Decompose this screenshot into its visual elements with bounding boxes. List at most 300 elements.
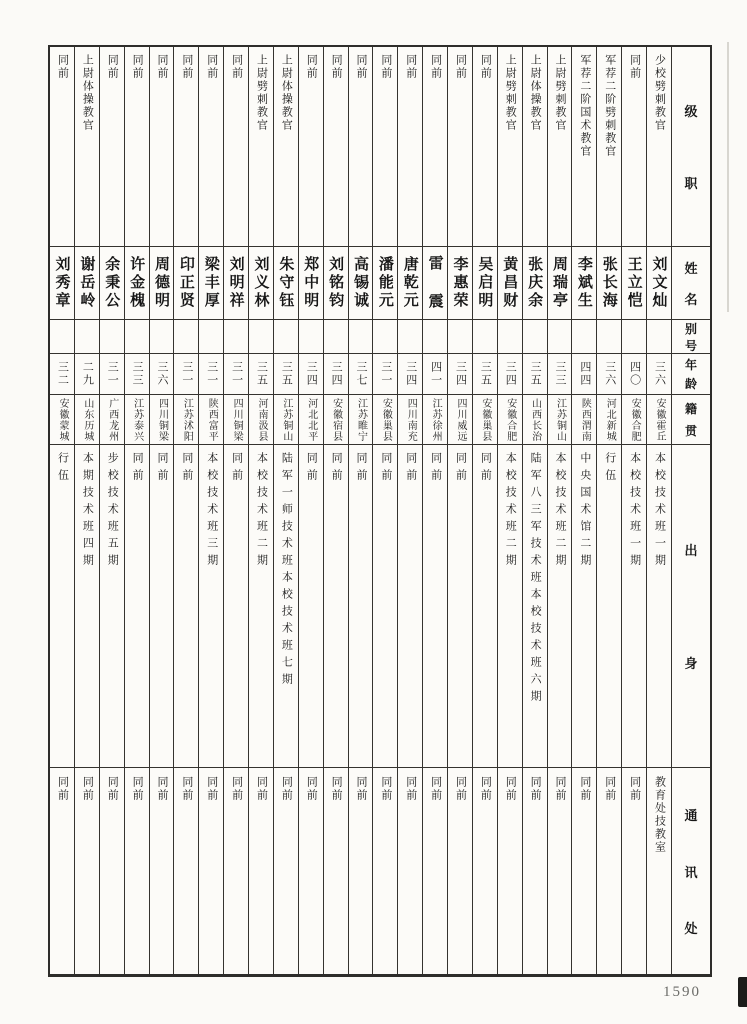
age-text: 三三 bbox=[131, 361, 144, 387]
contact-text: 同前 bbox=[354, 776, 367, 802]
alias-cell bbox=[398, 320, 422, 354]
contact-text: 同前 bbox=[81, 776, 94, 802]
name-text: 高锡诚 bbox=[351, 256, 369, 310]
person-column bbox=[523, 47, 548, 974]
contact-cell bbox=[349, 768, 373, 974]
contact-cell bbox=[622, 768, 646, 974]
rank-text: 同前 bbox=[180, 54, 193, 80]
background-text: 陆军八三军技术班本校技术班六期 bbox=[529, 452, 542, 707]
age-text: 三一 bbox=[205, 361, 218, 387]
name-text: 许金槐 bbox=[128, 256, 146, 310]
alias-cell bbox=[448, 320, 472, 354]
age-text: 三一 bbox=[379, 361, 392, 387]
rank-text: 同前 bbox=[230, 54, 243, 80]
background-text: 同前 bbox=[404, 452, 417, 486]
rank-text: 上尉劈刺教官 bbox=[504, 54, 517, 132]
rank-text: 同前 bbox=[56, 54, 69, 80]
name-cell bbox=[572, 247, 596, 320]
age-cell bbox=[274, 354, 298, 395]
rank-text: 上尉体操教官 bbox=[529, 54, 542, 132]
background-cell bbox=[398, 445, 422, 768]
background-cell bbox=[473, 445, 497, 768]
origin-cell bbox=[150, 395, 174, 445]
data-columns bbox=[50, 47, 672, 974]
name-cell bbox=[299, 247, 323, 320]
person-column bbox=[647, 47, 672, 974]
name-text: 黄昌财 bbox=[501, 256, 519, 310]
origin-cell bbox=[448, 395, 472, 445]
contact-cell bbox=[274, 768, 298, 974]
header-age: 年 龄 bbox=[672, 354, 710, 395]
origin-text: 安徽霍丘 bbox=[653, 397, 665, 442]
background-cell bbox=[647, 445, 671, 768]
name-text: 谢岳岭 bbox=[78, 256, 96, 310]
age-text: 三五 bbox=[479, 361, 492, 387]
rank-cell bbox=[75, 47, 99, 247]
origin-text: 河北新城 bbox=[604, 397, 616, 442]
rank-text: 上尉体操教官 bbox=[280, 54, 293, 132]
origin-text: 安徽合肥 bbox=[629, 397, 641, 442]
contact-text: 同前 bbox=[553, 776, 566, 802]
background-cell bbox=[50, 445, 74, 768]
background-cell bbox=[622, 445, 646, 768]
background-text: 中央国术馆二期 bbox=[578, 452, 591, 571]
header-name: 姓 名 bbox=[672, 247, 710, 320]
age-cell bbox=[572, 354, 596, 395]
contact-text: 同前 bbox=[330, 776, 343, 802]
contact-text: 同前 bbox=[504, 776, 517, 802]
age-text: 三一 bbox=[230, 361, 243, 387]
age-text: 三四 bbox=[454, 361, 467, 387]
alias-cell bbox=[324, 320, 348, 354]
rank-text: 上尉劈刺教官 bbox=[553, 54, 566, 132]
name-cell bbox=[50, 247, 74, 320]
age-text: 三一 bbox=[106, 361, 119, 387]
origin-cell bbox=[523, 395, 547, 445]
contact-text: 同前 bbox=[56, 776, 69, 802]
name-text: 周瑞亭 bbox=[550, 256, 568, 310]
person-column bbox=[398, 47, 423, 974]
name-text: 王立恺 bbox=[625, 256, 643, 310]
age-cell bbox=[150, 354, 174, 395]
origin-cell bbox=[373, 395, 397, 445]
roster-table bbox=[48, 45, 712, 977]
alias-cell bbox=[274, 320, 298, 354]
contact-text: 同前 bbox=[255, 776, 268, 802]
contact-cell bbox=[125, 768, 149, 974]
person-column bbox=[174, 47, 199, 974]
name-cell bbox=[523, 247, 547, 320]
name-text: 刘秀章 bbox=[53, 256, 71, 310]
age-text: 三四 bbox=[330, 361, 343, 387]
contact-cell bbox=[224, 768, 248, 974]
origin-cell bbox=[473, 395, 497, 445]
name-text: 李惠荣 bbox=[451, 256, 469, 310]
rank-text: 同前 bbox=[479, 54, 492, 80]
person-column bbox=[349, 47, 374, 974]
origin-cell bbox=[75, 395, 99, 445]
name-cell bbox=[100, 247, 124, 320]
background-text: 同前 bbox=[131, 452, 144, 486]
contact-text: 同前 bbox=[429, 776, 442, 802]
background-cell bbox=[224, 445, 248, 768]
person-column bbox=[100, 47, 125, 974]
age-cell bbox=[75, 354, 99, 395]
contact-text: 同前 bbox=[131, 776, 144, 802]
rank-cell bbox=[572, 47, 596, 247]
rank-cell bbox=[150, 47, 174, 247]
alias-cell bbox=[224, 320, 248, 354]
contact-text: 同前 bbox=[479, 776, 492, 802]
name-cell bbox=[274, 247, 298, 320]
contact-cell bbox=[548, 768, 572, 974]
background-text: 陆军一师技术班本校技术班七期 bbox=[280, 452, 293, 690]
name-text: 印正贤 bbox=[177, 256, 195, 310]
origin-text: 安徽巢县 bbox=[479, 397, 491, 442]
background-cell bbox=[125, 445, 149, 768]
contact-cell bbox=[249, 768, 273, 974]
name-cell bbox=[498, 247, 522, 320]
alias-cell bbox=[249, 320, 273, 354]
person-column bbox=[548, 47, 573, 974]
origin-text: 山东历城 bbox=[81, 397, 93, 442]
rank-text: 同前 bbox=[155, 54, 168, 80]
age-cell bbox=[597, 354, 621, 395]
background-cell bbox=[199, 445, 223, 768]
rank-cell bbox=[473, 47, 497, 247]
alias-cell bbox=[100, 320, 124, 354]
rank-text: 同前 bbox=[379, 54, 392, 80]
age-text: 三六 bbox=[653, 361, 666, 387]
scan-artifact bbox=[738, 977, 747, 1007]
name-text: 李斌生 bbox=[575, 256, 593, 310]
background-text: 同前 bbox=[305, 452, 318, 486]
origin-text: 陕西富平 bbox=[206, 397, 218, 442]
name-text: 梁丰厚 bbox=[202, 256, 220, 310]
contact-text: 同前 bbox=[106, 776, 119, 802]
name-text: 刘铭钧 bbox=[327, 256, 345, 310]
contact-text: 同前 bbox=[305, 776, 318, 802]
age-cell bbox=[473, 354, 497, 395]
header-background: 出 身 bbox=[672, 445, 710, 768]
name-cell bbox=[398, 247, 422, 320]
name-text: 吴启明 bbox=[476, 256, 494, 310]
name-cell bbox=[448, 247, 472, 320]
origin-cell bbox=[597, 395, 621, 445]
rank-cell bbox=[224, 47, 248, 247]
age-text: 三四 bbox=[504, 361, 517, 387]
background-text: 本期技术班四期 bbox=[81, 452, 94, 571]
origin-cell bbox=[224, 395, 248, 445]
background-text: 本校技术班二期 bbox=[553, 452, 566, 571]
background-cell bbox=[572, 445, 596, 768]
age-text: 二九 bbox=[81, 361, 94, 387]
rank-cell bbox=[299, 47, 323, 247]
age-text: 三一 bbox=[180, 361, 193, 387]
header-column bbox=[672, 47, 710, 974]
alias-cell bbox=[622, 320, 646, 354]
background-text: 同前 bbox=[155, 452, 168, 486]
header-alias: 别 号 bbox=[672, 320, 710, 354]
background-text: 本校技术班一期 bbox=[653, 452, 666, 571]
name-cell bbox=[647, 247, 671, 320]
rank-text: 上尉体操教官 bbox=[81, 54, 94, 132]
background-text: 同前 bbox=[429, 452, 442, 486]
alias-cell bbox=[299, 320, 323, 354]
name-text: 郑中明 bbox=[302, 256, 320, 310]
rank-text: 同前 bbox=[131, 54, 144, 80]
person-column bbox=[324, 47, 349, 974]
person-column bbox=[50, 47, 75, 974]
contact-cell bbox=[75, 768, 99, 974]
name-cell bbox=[597, 247, 621, 320]
person-column bbox=[473, 47, 498, 974]
rank-cell bbox=[349, 47, 373, 247]
alias-cell bbox=[647, 320, 671, 354]
name-cell bbox=[349, 247, 373, 320]
contact-cell bbox=[572, 768, 596, 974]
person-column bbox=[423, 47, 448, 974]
rank-cell bbox=[100, 47, 124, 247]
background-cell bbox=[299, 445, 323, 768]
background-cell bbox=[174, 445, 198, 768]
background-cell bbox=[349, 445, 373, 768]
rank-cell bbox=[597, 47, 621, 247]
age-cell bbox=[174, 354, 198, 395]
contact-text: 同前 bbox=[578, 776, 591, 802]
age-cell bbox=[50, 354, 74, 395]
alias-cell bbox=[597, 320, 621, 354]
person-column bbox=[125, 47, 150, 974]
age-cell bbox=[548, 354, 572, 395]
age-text: 三四 bbox=[404, 361, 417, 387]
origin-cell bbox=[324, 395, 348, 445]
origin-text: 安徽宿县 bbox=[330, 397, 342, 442]
origin-cell bbox=[100, 395, 124, 445]
header-origin: 籍 贯 bbox=[672, 395, 710, 445]
contact-text: 教育处技教室 bbox=[653, 776, 666, 854]
rank-cell bbox=[274, 47, 298, 247]
contact-text: 同前 bbox=[404, 776, 417, 802]
background-text: 步校技术班五期 bbox=[106, 452, 119, 571]
rank-cell bbox=[448, 47, 472, 247]
origin-cell bbox=[647, 395, 671, 445]
rank-cell bbox=[622, 47, 646, 247]
name-cell bbox=[125, 247, 149, 320]
background-cell bbox=[448, 445, 472, 768]
name-text: 张庆余 bbox=[526, 256, 544, 310]
background-text: 本校技术班一期 bbox=[628, 452, 641, 571]
age-cell bbox=[398, 354, 422, 395]
origin-cell bbox=[398, 395, 422, 445]
rank-text: 同前 bbox=[429, 54, 442, 80]
person-column bbox=[249, 47, 274, 974]
origin-text: 江苏睢宁 bbox=[355, 397, 367, 442]
person-column bbox=[299, 47, 324, 974]
origin-text: 河北北平 bbox=[305, 397, 317, 442]
rank-text: 同前 bbox=[628, 54, 641, 80]
rank-text: 同前 bbox=[404, 54, 417, 80]
rank-cell bbox=[647, 47, 671, 247]
background-text: 同前 bbox=[330, 452, 343, 486]
name-text: 朱守钰 bbox=[277, 256, 295, 310]
alias-cell bbox=[473, 320, 497, 354]
age-text: 三六 bbox=[155, 361, 168, 387]
contact-text: 同前 bbox=[230, 776, 243, 802]
age-cell bbox=[373, 354, 397, 395]
alias-cell bbox=[174, 320, 198, 354]
age-cell bbox=[622, 354, 646, 395]
age-cell bbox=[423, 354, 447, 395]
rank-text: 少校劈刺教官 bbox=[653, 54, 666, 132]
rank-cell bbox=[523, 47, 547, 247]
contact-cell bbox=[398, 768, 422, 974]
age-cell bbox=[448, 354, 472, 395]
origin-text: 安徽蒙城 bbox=[56, 397, 68, 442]
name-cell bbox=[224, 247, 248, 320]
name-text: 余秉公 bbox=[103, 256, 121, 310]
background-cell bbox=[597, 445, 621, 768]
alias-cell bbox=[523, 320, 547, 354]
origin-cell bbox=[572, 395, 596, 445]
origin-cell bbox=[299, 395, 323, 445]
contact-cell bbox=[100, 768, 124, 974]
rank-cell bbox=[324, 47, 348, 247]
origin-text: 江苏铜山 bbox=[554, 397, 566, 442]
age-cell bbox=[349, 354, 373, 395]
rank-cell bbox=[50, 47, 74, 247]
origin-text: 四川南充 bbox=[405, 397, 417, 442]
contact-cell bbox=[174, 768, 198, 974]
age-cell bbox=[324, 354, 348, 395]
background-cell bbox=[548, 445, 572, 768]
contact-cell bbox=[597, 768, 621, 974]
origin-cell bbox=[423, 395, 447, 445]
rank-text: 军荐二阶劈刺教官 bbox=[603, 54, 616, 158]
alias-cell bbox=[75, 320, 99, 354]
person-column bbox=[199, 47, 224, 974]
origin-text: 四川威远 bbox=[454, 397, 466, 442]
age-text: 三三 bbox=[553, 361, 566, 387]
rank-cell bbox=[249, 47, 273, 247]
person-column bbox=[622, 47, 647, 974]
background-cell bbox=[498, 445, 522, 768]
origin-text: 河南汲县 bbox=[255, 397, 267, 442]
person-column bbox=[373, 47, 398, 974]
name-cell bbox=[174, 247, 198, 320]
page-edge-shadow bbox=[727, 42, 729, 312]
age-text: 三五 bbox=[280, 361, 293, 387]
origin-text: 陕西渭南 bbox=[579, 397, 591, 442]
name-cell bbox=[324, 247, 348, 320]
rank-text: 同前 bbox=[354, 54, 367, 80]
contact-text: 同前 bbox=[280, 776, 293, 802]
background-text: 本校技术班三期 bbox=[205, 452, 218, 571]
name-cell bbox=[548, 247, 572, 320]
alias-cell bbox=[423, 320, 447, 354]
contact-cell bbox=[50, 768, 74, 974]
rank-cell bbox=[548, 47, 572, 247]
origin-cell bbox=[50, 395, 74, 445]
name-text: 张长海 bbox=[600, 256, 618, 310]
age-text: 三六 bbox=[603, 361, 616, 387]
origin-cell bbox=[498, 395, 522, 445]
contact-cell bbox=[199, 768, 223, 974]
rank-cell bbox=[373, 47, 397, 247]
background-text: 同前 bbox=[354, 452, 367, 486]
contact-cell bbox=[647, 768, 671, 974]
rank-cell bbox=[125, 47, 149, 247]
origin-cell bbox=[622, 395, 646, 445]
name-cell bbox=[423, 247, 447, 320]
contact-cell bbox=[150, 768, 174, 974]
person-column bbox=[448, 47, 473, 974]
contact-cell bbox=[299, 768, 323, 974]
background-text: 同前 bbox=[479, 452, 492, 486]
rank-cell bbox=[498, 47, 522, 247]
contact-cell bbox=[473, 768, 497, 974]
origin-cell bbox=[349, 395, 373, 445]
background-cell bbox=[324, 445, 348, 768]
contact-text: 同前 bbox=[603, 776, 616, 802]
origin-cell bbox=[174, 395, 198, 445]
origin-cell bbox=[125, 395, 149, 445]
contact-text: 同前 bbox=[628, 776, 641, 802]
page-number: 1590 bbox=[663, 984, 701, 1000]
contact-text: 同前 bbox=[155, 776, 168, 802]
background-text: 同前 bbox=[180, 452, 193, 486]
age-cell bbox=[647, 354, 671, 395]
age-cell bbox=[125, 354, 149, 395]
origin-text: 江苏铜山 bbox=[280, 397, 292, 442]
person-column bbox=[224, 47, 249, 974]
background-cell bbox=[100, 445, 124, 768]
alias-cell bbox=[373, 320, 397, 354]
contact-cell bbox=[373, 768, 397, 974]
contact-text: 同前 bbox=[180, 776, 193, 802]
background-cell bbox=[150, 445, 174, 768]
origin-text: 山西长治 bbox=[529, 397, 541, 442]
rank-text: 同前 bbox=[305, 54, 318, 80]
origin-text: 安徽合肥 bbox=[504, 397, 516, 442]
background-text: 同前 bbox=[379, 452, 392, 486]
background-text: 行伍 bbox=[56, 452, 69, 486]
background-text: 同前 bbox=[230, 452, 243, 486]
origin-cell bbox=[274, 395, 298, 445]
alias-cell bbox=[572, 320, 596, 354]
contact-cell bbox=[498, 768, 522, 974]
rank-cell bbox=[398, 47, 422, 247]
origin-cell bbox=[249, 395, 273, 445]
name-cell bbox=[622, 247, 646, 320]
age-text: 四〇 bbox=[628, 361, 641, 387]
name-text: 刘义林 bbox=[252, 256, 270, 310]
origin-cell bbox=[199, 395, 223, 445]
contact-cell bbox=[523, 768, 547, 974]
contact-text: 同前 bbox=[379, 776, 392, 802]
rank-cell bbox=[423, 47, 447, 247]
header-contact: 通 讯 处 bbox=[684, 808, 698, 936]
name-text: 刘文灿 bbox=[650, 256, 668, 310]
alias-cell bbox=[349, 320, 373, 354]
contact-text: 同前 bbox=[205, 776, 218, 802]
rank-text: 同前 bbox=[330, 54, 343, 80]
rank-text: 同前 bbox=[106, 54, 119, 80]
header-rank: 级 职 bbox=[672, 47, 710, 247]
age-text: 三五 bbox=[529, 361, 542, 387]
origin-text: 四川铜梁 bbox=[156, 397, 168, 442]
background-cell bbox=[249, 445, 273, 768]
